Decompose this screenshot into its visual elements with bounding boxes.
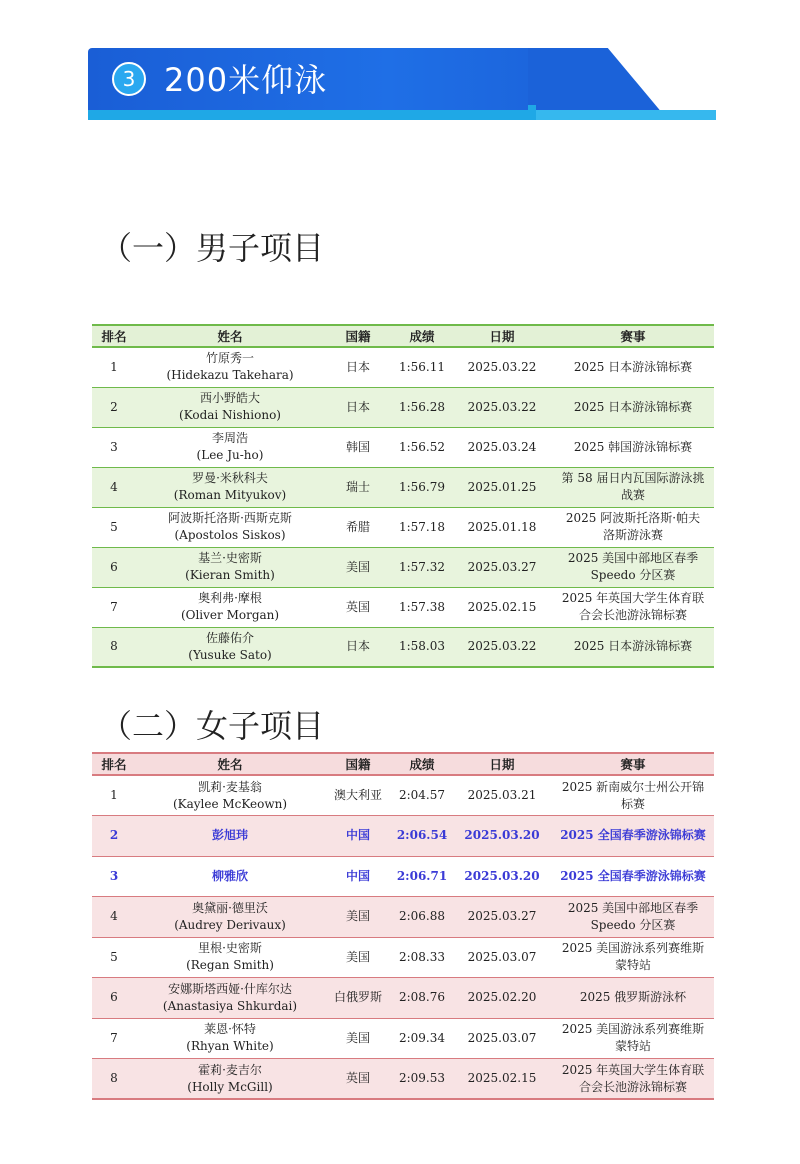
event-cell: 2025 美国游泳系列赛维斯蒙特站 xyxy=(552,1018,714,1059)
date-cell: 2025.03.22 xyxy=(452,347,552,387)
nation-cell: 日本 xyxy=(324,387,392,427)
col-date: 日期 xyxy=(452,753,552,775)
time-cell: 2:09.53 xyxy=(392,1059,452,1100)
event-cell: 2025 韩国游泳锦标赛 xyxy=(552,427,714,467)
table-row xyxy=(92,816,714,857)
nation-cell: 美国 xyxy=(324,1018,392,1059)
name-chinese: 奥利弗·摩根 xyxy=(198,591,262,605)
col-time: 成绩 xyxy=(392,753,452,775)
date-cell: 2025.03.21 xyxy=(452,775,552,816)
name-cell xyxy=(136,897,324,938)
event-cell: 2025 新南威尔士州公开锦标赛 xyxy=(552,775,714,816)
name-english: (Kieran Smith) xyxy=(185,568,275,582)
rank-cell: 6 xyxy=(92,547,136,587)
name-cell xyxy=(136,816,324,857)
nation-cell: 日本 xyxy=(324,347,392,387)
rank-cell: 8 xyxy=(92,627,136,667)
rank-cell: 4 xyxy=(92,467,136,507)
date-cell: 2025.02.15 xyxy=(452,1059,552,1100)
time-cell: 1:56.52 xyxy=(392,427,452,467)
name-chinese: 基兰·史密斯 xyxy=(198,551,262,565)
time-cell: 2:06.88 xyxy=(392,897,452,938)
name-cell xyxy=(136,387,324,427)
name-cell xyxy=(136,467,324,507)
table-row xyxy=(92,775,714,816)
time-cell: 2:06.71 xyxy=(392,856,452,897)
col-date: 日期 xyxy=(452,325,552,347)
nation-cell: 中国 xyxy=(324,816,392,857)
rank-cell: 7 xyxy=(92,587,136,627)
rank-cell: 8 xyxy=(92,1059,136,1100)
men-ranking-table xyxy=(92,324,714,668)
name-chinese: 安娜斯塔西娅·什库尔达 xyxy=(168,981,292,996)
event-cell: 2025 全国春季游泳锦标赛 xyxy=(552,856,714,897)
name-english: (Oliver Morgan) xyxy=(180,608,280,622)
name-english: (Regan Smith) xyxy=(186,958,274,973)
time-cell: 2:08.76 xyxy=(392,978,452,1019)
name-chinese: 霍莉·麦吉尔 xyxy=(198,1062,262,1077)
nation-cell: 希腊 xyxy=(324,507,392,547)
event-cell: 2025 阿波斯托洛斯·帕夫洛斯游泳赛 xyxy=(552,507,714,547)
event-cell: 2025 全国春季游泳锦标赛 xyxy=(552,816,714,857)
men-table-header xyxy=(92,325,714,347)
nation-cell: 英国 xyxy=(324,1059,392,1100)
name-chinese: 里根·史密斯 xyxy=(198,941,262,956)
section-banner xyxy=(88,48,716,120)
event-cell: 2025 日本游泳锦标赛 xyxy=(552,347,714,387)
women-table-header xyxy=(92,753,714,775)
name-english: (Rhyan White) xyxy=(186,1039,274,1054)
name-cell xyxy=(136,1018,324,1059)
table-row xyxy=(92,547,714,587)
name-cell xyxy=(136,937,324,978)
name-english: (Lee Ju-ho) xyxy=(196,448,264,462)
name-cell xyxy=(136,347,324,387)
date-cell: 2025.03.27 xyxy=(452,897,552,938)
time-cell: 2:04.57 xyxy=(392,775,452,816)
name-cell xyxy=(136,775,324,816)
name-chinese: 竹原秀一 xyxy=(205,351,254,366)
name-chinese: 莱恩·怀特 xyxy=(204,1022,256,1037)
date-cell: 2025.03.07 xyxy=(452,1018,552,1059)
time-cell: 1:56.11 xyxy=(392,347,452,387)
table-row xyxy=(92,937,714,978)
time-cell: 2:08.33 xyxy=(392,937,452,978)
nation-cell: 瑞士 xyxy=(324,467,392,507)
rank-cell: 5 xyxy=(92,507,136,547)
nation-cell: 澳大利亚 xyxy=(324,775,392,816)
name-chinese: 西小野皓大 xyxy=(199,391,260,405)
name-english: (Apostolos Siskos) xyxy=(174,528,286,542)
name-english: (Yusuke Sato) xyxy=(188,647,272,662)
men-section-heading: （一）男子项目 xyxy=(100,229,325,267)
event-cell: 2025 俄罗斯游泳杯 xyxy=(552,978,714,1019)
col-name: 姓名 xyxy=(136,753,324,775)
event-cell: 第 58 届日内瓦国际游泳挑战赛 xyxy=(552,467,714,507)
table-row xyxy=(92,507,714,547)
rank-cell: 6 xyxy=(92,978,136,1019)
table-row xyxy=(92,856,714,897)
time-cell: 1:57.32 xyxy=(392,547,452,587)
table-row xyxy=(92,897,714,938)
event-cell: 2025 年英国大学生体育联合会长池游泳锦标赛 xyxy=(552,1059,714,1100)
rank-cell: 5 xyxy=(92,937,136,978)
nation-cell: 美国 xyxy=(324,547,392,587)
event-cell: 2025 美国中部地区春季 Speedo 分区赛 xyxy=(552,547,714,587)
name-cell xyxy=(136,427,324,467)
table-row xyxy=(92,427,714,467)
nation-cell: 中国 xyxy=(324,856,392,897)
col-rank: 排名 xyxy=(92,753,136,775)
event-cell: 2025 年英国大学生体育联合会长池游泳锦标赛 xyxy=(552,587,714,627)
rank-cell: 2 xyxy=(92,816,136,857)
nation-cell: 英国 xyxy=(324,587,392,627)
table-row xyxy=(92,387,714,427)
time-cell: 2:09.34 xyxy=(392,1018,452,1059)
name-chinese: 罗曼·米秋科夫 xyxy=(192,471,268,485)
table-row xyxy=(92,978,714,1019)
rank-cell: 7 xyxy=(92,1018,136,1059)
rank-cell: 4 xyxy=(92,897,136,938)
time-cell: 2:06.54 xyxy=(392,816,452,857)
col-nation: 国籍 xyxy=(324,325,392,347)
name-english: (Roman Mityukov) xyxy=(173,488,287,502)
rank-cell: 1 xyxy=(92,775,136,816)
name-chinese: 柳雅欣 xyxy=(211,868,248,883)
rank-cell: 3 xyxy=(92,427,136,467)
name-chinese: 佐藤佑介 xyxy=(205,630,254,645)
event-cell: 2025 美国中部地区春季 Speedo 分区赛 xyxy=(552,897,714,938)
col-time: 成绩 xyxy=(392,325,452,347)
col-event: 赛事 xyxy=(552,753,714,775)
name-cell xyxy=(136,507,324,547)
time-cell: 1:56.79 xyxy=(392,467,452,507)
time-cell: 1:58.03 xyxy=(392,627,452,667)
table-row xyxy=(92,467,714,507)
rank-cell: 1 xyxy=(92,347,136,387)
name-chinese: 阿波斯托洛斯·西斯克斯 xyxy=(168,511,292,525)
date-cell: 2025.03.24 xyxy=(452,427,552,467)
name-english: (Hidekazu Takehara) xyxy=(166,368,294,383)
rank-cell: 2 xyxy=(92,387,136,427)
name-english: (Kodai Nishiono) xyxy=(179,408,281,422)
col-nation: 国籍 xyxy=(324,753,392,775)
table-row xyxy=(92,627,714,667)
section-number-badge: 3 xyxy=(112,62,146,96)
banner-title: 200米仰泳 xyxy=(164,61,328,99)
date-cell: 2025.02.15 xyxy=(452,587,552,627)
col-name: 姓名 xyxy=(136,325,324,347)
rank-cell: 3 xyxy=(92,856,136,897)
banner-strip-accent xyxy=(528,110,716,120)
name-chinese: 李周浩 xyxy=(211,431,248,445)
date-cell: 2025.03.20 xyxy=(452,856,552,897)
table-row xyxy=(92,1059,714,1100)
col-event: 赛事 xyxy=(552,325,714,347)
date-cell: 2025.01.25 xyxy=(452,467,552,507)
date-cell: 2025.03.22 xyxy=(452,627,552,667)
nation-cell: 日本 xyxy=(324,627,392,667)
table-row xyxy=(92,347,714,387)
date-cell: 2025.03.22 xyxy=(452,387,552,427)
date-cell: 2025.03.07 xyxy=(452,937,552,978)
name-english: (Audrey Derivaux) xyxy=(174,917,286,932)
event-cell: 2025 美国游泳系列赛维斯蒙特站 xyxy=(552,937,714,978)
col-rank: 排名 xyxy=(92,325,136,347)
name-cell xyxy=(136,1059,324,1100)
event-cell: 2025 日本游泳锦标赛 xyxy=(552,627,714,667)
name-cell xyxy=(136,978,324,1019)
date-cell: 2025.02.20 xyxy=(452,978,552,1019)
event-cell: 2025 日本游泳锦标赛 xyxy=(552,387,714,427)
name-cell xyxy=(136,856,324,897)
nation-cell: 美国 xyxy=(324,897,392,938)
name-cell xyxy=(136,627,324,667)
time-cell: 1:57.18 xyxy=(392,507,452,547)
date-cell: 2025.03.20 xyxy=(452,816,552,857)
nation-cell: 白俄罗斯 xyxy=(324,978,392,1019)
name-cell xyxy=(136,547,324,587)
date-cell: 2025.03.27 xyxy=(452,547,552,587)
name-chinese: 凯莉·麦基翁 xyxy=(198,779,262,794)
table-row xyxy=(92,587,714,627)
nation-cell: 美国 xyxy=(324,937,392,978)
women-ranking-table xyxy=(92,752,714,1100)
name-chinese: 奥黛丽·德里沃 xyxy=(192,900,268,915)
time-cell: 1:56.28 xyxy=(392,387,452,427)
name-english: (Kaylee McKeown) xyxy=(172,796,288,811)
name-chinese: 彭旭玮 xyxy=(211,828,248,843)
women-section-heading: （二）女子项目 xyxy=(100,707,325,745)
time-cell: 1:57.38 xyxy=(392,587,452,627)
nation-cell: 韩国 xyxy=(324,427,392,467)
banner-tick xyxy=(528,105,536,120)
name-english: (Anastasiya Shkurdai) xyxy=(162,998,298,1013)
table-row xyxy=(92,1018,714,1059)
name-cell xyxy=(136,587,324,627)
name-english: (Holly McGill) xyxy=(187,1079,273,1094)
date-cell: 2025.01.18 xyxy=(452,507,552,547)
